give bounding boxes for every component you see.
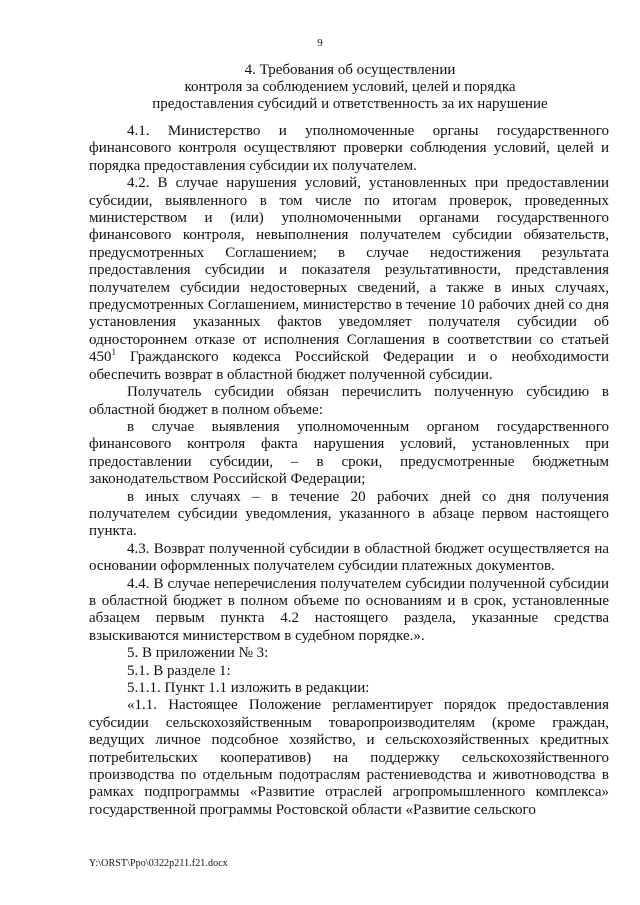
document-body [89,123,609,819]
paragraph-4-3: 4.3. Возврат полученной субсидии в областной бюджет осуществляется на основании оформленных получателем субсидии платежных документов. [89,540,609,575]
paragraph-obliged: Получатель субсидии обязан перечислить полученную субсидию в областной бюджет в полном объеме: [89,384,609,418]
heading-line-3: предоставления субсидий и ответственность за их нарушение [152,96,548,112]
paragraph-5: 5. В приложении № 3: [127,645,269,662]
paragraph-case-2: в иных случаях – в течение 20 рабочих дней со дня получения получателем субсидии уведомления, указанного в абзаце первом настоящего пункта. [89,488,609,540]
paragraph-5-1-1: 5.1.1. Пункт 1.1 изложить в редакции: [127,680,370,696]
page-number: 9 [317,37,323,49]
section-heading [95,62,605,113]
paragraph-4-2 [89,175,609,384]
footer-file-path: Y:\ORST\Ppo\0322p211.f21.docx [89,858,228,869]
heading-line-2: контроля за соблюдением условий, целей и порядка [184,79,516,95]
paragraph-1-1: «1.1. Настоящее Положение регламентирует порядок предоставления субсидии сельскохозяйственным товаропроизводителям (кроме граждан, ведущих личное подсобное хозяйство, и сельскохозяйственных кредитных потребительских кооперативов) на поддержку сельскохозяйственного производства по отдельным подотраслям растениеводства и животноводства в рамках подпрограммы «Развитие отраслей агропромышленного комплекса» государственной программы Ростовской области «Развитие сельского [89,697,609,818]
article-superscript: 1 [111,347,116,358]
paragraph-4-1: 4.1. Министерство и уполномоченные органы государственного финансового контроля осуществляют проверки соблюдения условий, целей и порядка предоставления субсидии их получателем. [89,123,609,174]
paragraph-4-4: 4.4. В случае неперечисления получателем субсидии полученной субсидии в областной бюджет в полном объеме по основаниям и в срок, установленные абзацем первым пункта 4.2 настоящего раздела, указанные средства взыскиваются министерством в судебном порядке.». [89,575,609,644]
paragraph-case-1: в случае выявления уполномоченным органом государственного финансового контроля факта нарушения условий, установленных при предоставлении субсидии, – в сроки, предусмотренные бюджетным законодательством Российской Федерации; [89,418,609,488]
paragraph-4-2-text-b: Гражданского кодекса Российской Федерации и о необходимости обеспечить возврат в областной бюджет полученной субсидии. [89,349,609,383]
paragraph-5-1: 5.1. В разделе 1: [127,662,231,679]
paragraph-4-2-text-a: 4.2. В случае нарушения условий, установленных при предоставлении субсидии, выявленного в том числе по итогам проверок, проведенных министерством и (или) уполномоченными органами государственного финансового контроля, невыполнения получателем субсидии обязательств, предусмотренных Соглашением; в случае недостижения результата предоставления субсидии и показателя результативности, представления получателем субсидии недостоверных сведений, а также в иных случаях, предусмотренных Соглашением, министерство в течение 10 рабочих дней со дня установления указанных фактов уведомляет получателя субсидии об одностороннем отказе от исполнения Соглашения в соответствии со статьей 450 [89,175,609,366]
heading-line-1: 4. Требования об осуществлении [244,62,456,78]
